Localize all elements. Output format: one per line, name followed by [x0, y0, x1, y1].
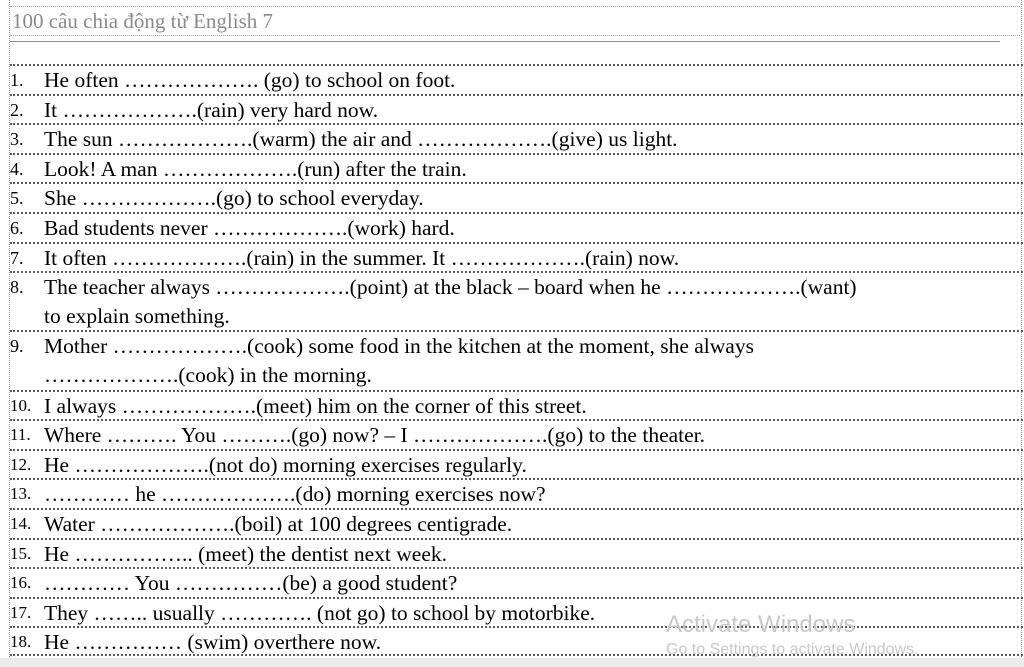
exercise-number: 16. — [10, 573, 32, 593]
exercise-number: 14. — [10, 513, 32, 533]
exercise-row[interactable] — [10, 242, 1023, 272]
exercise-text: Water ……………….(boil) at 100 degrees centigrade. — [44, 511, 513, 536]
exercise-text: Look! A man ……………….(run) after the train. — [44, 156, 467, 181]
page-header[interactable] — [10, 6, 1020, 36]
exercise-row[interactable] — [10, 64, 1023, 94]
exercise-row[interactable] — [10, 330, 1023, 389]
exercise-text-continuation: ……………….(cook) in the morning. — [44, 363, 372, 388]
exercise-text: Mother ……………….(cook) some food in the kitchen at the moment, she always — [44, 334, 754, 359]
header-title: 100 câu chia động từ English 7 — [12, 9, 274, 33]
exercise-row[interactable] — [10, 271, 1023, 330]
exercise-text-continuation: to explain something. — [44, 304, 230, 329]
exercise-text: ………… he ……………….(do) morning exercises now? — [44, 482, 546, 507]
exercise-text: It ……………….(rain) very hard now. — [44, 97, 379, 122]
exercise-row[interactable] — [10, 478, 1023, 508]
exercise-text: It often ……………….(rain) in the summer. It ……………….(rain) now. — [44, 245, 680, 270]
exercise-text: They …….. usually …………. (not go) to school by motorbike. — [44, 600, 596, 625]
exercise-table — [10, 64, 1023, 656]
bottom-strip — [0, 658, 1024, 667]
exercise-row[interactable] — [10, 94, 1023, 124]
exercise-row[interactable] — [10, 508, 1023, 538]
exercise-text: ………… You ……………(be) a good student? — [44, 571, 458, 596]
exercise-text: The teacher always ……………….(point) at the black – board when he ……………….(want) — [44, 275, 857, 300]
exercise-row[interactable] — [10, 212, 1023, 242]
exercise-number: 18. — [10, 632, 32, 652]
exercise-number: 7. — [10, 247, 24, 268]
watermark-subtitle: Go to Settings to activate Windows. — [666, 641, 919, 658]
exercise-row[interactable] — [10, 182, 1023, 212]
exercise-row[interactable] — [10, 419, 1023, 449]
exercise-number: 13. — [10, 484, 32, 504]
exercise-row[interactable] — [10, 567, 1023, 597]
exercise-number: 9. — [10, 336, 24, 357]
exercise-number: 5. — [10, 188, 24, 209]
exercise-text: Where ………. You ……….(go) now? – I ……………….(go) to the theater. — [44, 423, 706, 448]
exercise-number: 1. — [10, 70, 24, 90]
exercise-text: The sun ……………….(warm) the air and ……………….(give) us light. — [44, 127, 678, 152]
exercise-number: 12. — [10, 454, 32, 474]
exercise-row[interactable] — [10, 538, 1023, 568]
exercise-number: 11. — [10, 425, 31, 445]
exercise-number: 17. — [10, 602, 32, 622]
exercise-number: 2. — [10, 99, 24, 120]
exercise-text: He …………….. (meet) the dentist next week. — [44, 541, 448, 566]
exercise-text: He ……………….(not do) morning exercises regularly. — [44, 452, 527, 477]
exercise-number: 3. — [10, 129, 24, 150]
exercise-number: 8. — [10, 277, 24, 298]
watermark-title: Activate Windows — [666, 611, 856, 638]
activate-windows-watermark — [666, 611, 919, 661]
exercise-text: He …………… (swim) overthere now. — [44, 630, 382, 655]
exercise-text: She ……………….(go) to school everyday. — [44, 186, 424, 211]
header-rule — [10, 41, 1000, 42]
exercise-row[interactable] — [10, 390, 1023, 420]
exercise-number: 4. — [10, 158, 24, 179]
exercise-text: Bad students never ……………….(work) hard. — [44, 215, 455, 240]
exercise-number: 15. — [10, 543, 32, 563]
exercise-number: 10. — [10, 395, 32, 415]
exercise-row[interactable] — [10, 449, 1023, 479]
exercise-number: 6. — [10, 217, 24, 238]
exercise-text: He often ………………. (go) to school on foot. — [44, 68, 456, 92]
exercise-text: I always ……………….(meet) him on the corner of this street. — [44, 393, 587, 418]
exercise-row[interactable] — [10, 153, 1023, 183]
exercise-row[interactable] — [10, 123, 1023, 153]
